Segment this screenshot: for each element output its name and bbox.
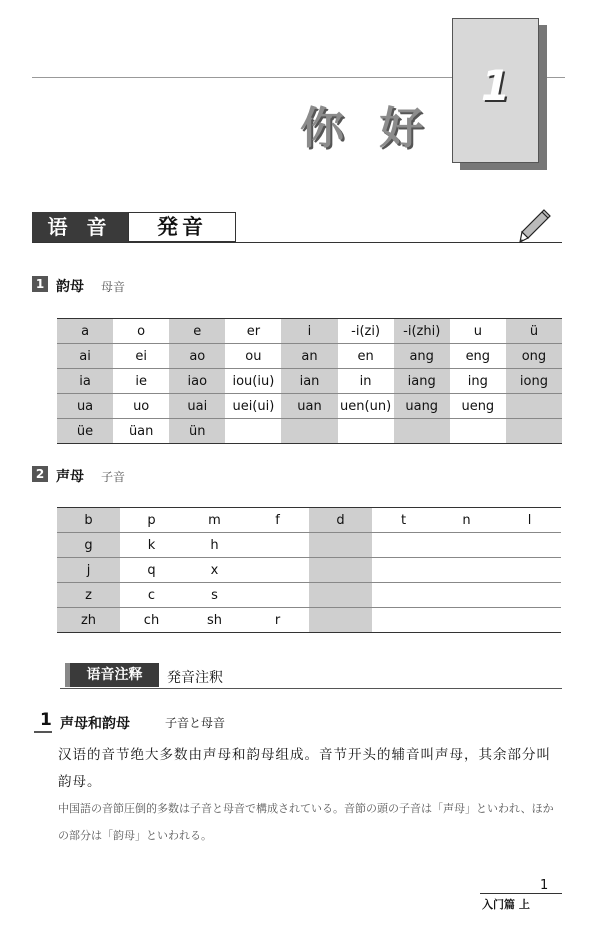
table-cell [498, 583, 561, 608]
table-cell: o [113, 319, 169, 344]
table-cell: zh [57, 608, 120, 633]
table-row [57, 369, 562, 394]
table-cell [246, 533, 309, 558]
table-cell [338, 419, 394, 444]
table-cell: ch [120, 608, 183, 633]
finals-table [57, 318, 562, 444]
table-cell: ueng [450, 394, 506, 419]
table-cell: in [338, 369, 394, 394]
notes-label-zh: 语音注释 [65, 663, 159, 687]
table-cell [435, 533, 498, 558]
table-cell: q [120, 558, 183, 583]
table-cell [246, 558, 309, 583]
initials-title: 声母 [56, 469, 84, 485]
pencil-icon [518, 208, 552, 244]
table-cell [435, 608, 498, 633]
table-cell: üe [57, 419, 113, 444]
table-cell: -i(zhi) [394, 319, 450, 344]
table-row [57, 394, 562, 419]
table-cell: f [246, 508, 309, 533]
table-row [57, 419, 562, 444]
table-cell: ie [113, 369, 169, 394]
table-cell: en [338, 344, 394, 369]
table-cell: ai [57, 344, 113, 369]
initials-badge: 2 [32, 466, 48, 482]
table-row [57, 608, 561, 633]
table-cell: uen(un) [338, 394, 394, 419]
table-row [57, 583, 561, 608]
table-cell: r [246, 608, 309, 633]
table-cell [246, 583, 309, 608]
note-title-jp: 子音と母音 [165, 716, 226, 730]
finals-title-jp: 母音 [101, 280, 126, 294]
note-number-underline [34, 731, 52, 733]
table-cell: -i(zi) [338, 319, 394, 344]
finals-title: 韵母 [56, 279, 84, 295]
footer-rule [480, 893, 562, 894]
table-cell: z [57, 583, 120, 608]
table-cell [281, 419, 337, 444]
notes-rule [60, 688, 562, 689]
table-cell [309, 583, 372, 608]
table-cell [450, 419, 506, 444]
table-cell: a [57, 319, 113, 344]
table-cell [498, 558, 561, 583]
table-cell: p [120, 508, 183, 533]
table-cell [372, 558, 435, 583]
note-title: 声母和韵母 [60, 716, 130, 732]
table-cell: sh [183, 608, 246, 633]
table-cell: x [183, 558, 246, 583]
table-cell: uai [169, 394, 225, 419]
table-cell: uei(ui) [225, 394, 281, 419]
table-row [57, 508, 561, 533]
table-cell: s [183, 583, 246, 608]
table-cell: iong [506, 369, 562, 394]
finals-badge: 1 [32, 276, 48, 292]
table-row [57, 558, 561, 583]
table-cell: h [183, 533, 246, 558]
table-cell: iou(iu) [225, 369, 281, 394]
table-cell: ia [57, 369, 113, 394]
table-cell: uan [281, 394, 337, 419]
table-cell [506, 419, 562, 444]
table-cell [394, 419, 450, 444]
book-title: 入门篇 上 [482, 898, 530, 911]
section-label-jp: 発音 [128, 212, 236, 242]
table-row [57, 319, 562, 344]
table-cell [309, 608, 372, 633]
table-cell: er [225, 319, 281, 344]
table-cell: b [57, 508, 120, 533]
table-cell: ün [169, 419, 225, 444]
table-cell: n [435, 508, 498, 533]
table-cell: ua [57, 394, 113, 419]
table-cell: j [57, 558, 120, 583]
table-row [57, 533, 561, 558]
table-cell [372, 608, 435, 633]
page-number: 1 [540, 878, 549, 893]
table-cell [498, 533, 561, 558]
table-cell [435, 583, 498, 608]
note-paragraph-zh: 汉语的音节绝大多数由声母和韵母组成。音节开头的辅音叫声母，其余部分叫韵母。 [58, 747, 551, 790]
table-cell [435, 558, 498, 583]
section-rule [32, 242, 562, 243]
table-cell: ü [506, 319, 562, 344]
notes-label-jp: 発音注釈 [167, 670, 223, 686]
table-row [57, 344, 562, 369]
initials-table [57, 507, 561, 633]
lesson-title: 你 好 [300, 103, 434, 154]
table-cell: ei [113, 344, 169, 369]
note-number: 1 [40, 710, 52, 730]
table-cell: ao [169, 344, 225, 369]
section-label-zh: 语 音 [32, 212, 128, 242]
table-cell [309, 533, 372, 558]
table-cell [225, 419, 281, 444]
table-cell: d [309, 508, 372, 533]
table-cell: eng [450, 344, 506, 369]
table-cell: uang [394, 394, 450, 419]
table-cell: e [169, 319, 225, 344]
initials-title-jp: 子音 [101, 470, 126, 484]
table-cell: iao [169, 369, 225, 394]
table-cell: c [120, 583, 183, 608]
table-cell: t [372, 508, 435, 533]
table-cell: an [281, 344, 337, 369]
lesson-number-box [452, 18, 539, 163]
table-cell [506, 394, 562, 419]
table-cell: ou [225, 344, 281, 369]
table-cell: ong [506, 344, 562, 369]
table-cell: ing [450, 369, 506, 394]
table-cell: i [281, 319, 337, 344]
table-cell: ian [281, 369, 337, 394]
lesson-number: 1 [480, 61, 511, 110]
table-cell: iang [394, 369, 450, 394]
table-cell [498, 608, 561, 633]
table-cell: m [183, 508, 246, 533]
table-cell: g [57, 533, 120, 558]
table-cell [372, 583, 435, 608]
table-cell: uo [113, 394, 169, 419]
table-cell: u [450, 319, 506, 344]
table-cell: ang [394, 344, 450, 369]
note-paragraph-jp: 中国語の音節圧倒的多数は子音と母音で構成されている。音節の頭の子音は「声母」といわれ、ほかの部分は「韵母」といわれる。 [58, 802, 554, 842]
table-cell [309, 558, 372, 583]
table-cell [372, 533, 435, 558]
table-cell: üan [113, 419, 169, 444]
table-cell: k [120, 533, 183, 558]
table-cell: l [498, 508, 561, 533]
